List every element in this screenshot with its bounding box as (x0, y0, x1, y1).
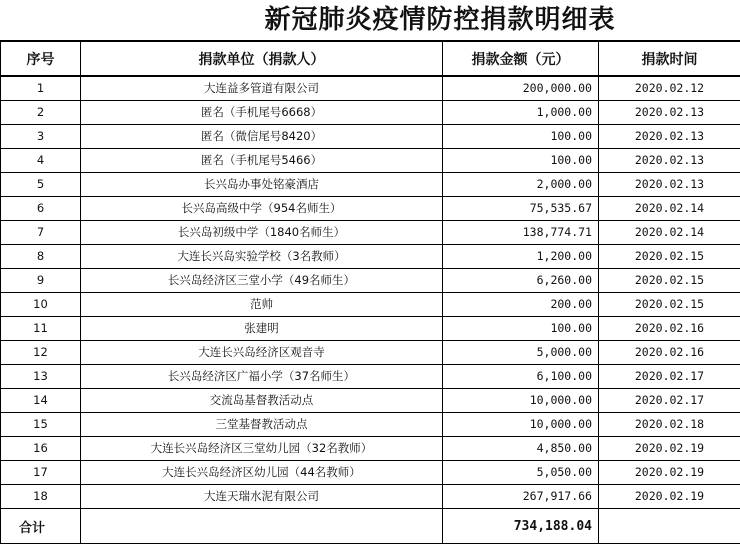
row-donor: 大连长兴岛经济区观音寺 (81, 341, 443, 365)
row-num: 5 (1, 173, 81, 197)
row-donor: 大连长兴岛经济区三堂幼儿园（32名教师） (81, 437, 443, 461)
row-date: 2020.02.15 (599, 269, 740, 293)
table-row (1, 149, 740, 173)
row-num: 9 (1, 269, 81, 293)
row-donor: 匿名（微信尾号8420） (81, 125, 443, 149)
row-amount: 2,000.00 (443, 173, 599, 197)
row-date: 2020.02.18 (599, 413, 740, 437)
row-donor: 大连长兴岛经济区幼儿园（44名教师） (81, 461, 443, 485)
table-row (1, 221, 740, 245)
table-row (1, 437, 740, 461)
row-date: 2020.02.19 (599, 461, 740, 485)
table-row (1, 413, 740, 437)
row-amount: 4,850.00 (443, 437, 599, 461)
row-donor: 交流岛基督教活动点 (81, 389, 443, 413)
row-num: 15 (1, 413, 81, 437)
row-date: 2020.02.12 (599, 76, 740, 101)
row-donor: 张建明 (81, 317, 443, 341)
row-donor: 匿名（手机尾号6668） (81, 101, 443, 125)
row-num: 6 (1, 197, 81, 221)
total-row (1, 509, 740, 544)
row-amount: 6,260.00 (443, 269, 599, 293)
table-row (1, 341, 740, 365)
row-num: 18 (1, 485, 81, 509)
row-amount: 138,774.71 (443, 221, 599, 245)
row-num: 12 (1, 341, 81, 365)
header-donor: 捐款单位（捐款人） (81, 41, 443, 76)
row-donor: 大连天瑞水泥有限公司 (81, 485, 443, 509)
row-amount: 1,200.00 (443, 245, 599, 269)
row-donor: 长兴岛经济区广福小学（37名师生） (81, 365, 443, 389)
row-amount: 100.00 (443, 317, 599, 341)
total-label: 合计 (1, 509, 81, 544)
row-num: 3 (1, 125, 81, 149)
row-amount: 200,000.00 (443, 76, 599, 101)
row-donor: 长兴岛办事处铭豪酒店 (81, 173, 443, 197)
table-header-row (1, 41, 740, 76)
table-row (1, 125, 740, 149)
row-donor: 范帅 (81, 293, 443, 317)
row-amount: 100.00 (443, 149, 599, 173)
row-num: 17 (1, 461, 81, 485)
row-date: 2020.02.15 (599, 293, 740, 317)
table-row (1, 293, 740, 317)
header-num: 序号 (1, 41, 81, 76)
table-row (1, 245, 740, 269)
row-amount: 5,000.00 (443, 341, 599, 365)
row-donor: 匿名（手机尾号5466） (81, 149, 443, 173)
row-date: 2020.02.19 (599, 485, 740, 509)
row-date: 2020.02.17 (599, 365, 740, 389)
table-row (1, 101, 740, 125)
row-date: 2020.02.19 (599, 437, 740, 461)
row-date: 2020.02.14 (599, 197, 740, 221)
row-num: 8 (1, 245, 81, 269)
table-row (1, 197, 740, 221)
total-donor-empty (81, 509, 443, 544)
row-donor: 长兴岛经济区三堂小学（49名师生） (81, 269, 443, 293)
row-date: 2020.02.13 (599, 173, 740, 197)
table-row (1, 76, 740, 101)
table-row (1, 269, 740, 293)
row-amount: 100.00 (443, 125, 599, 149)
row-amount: 1,000.00 (443, 101, 599, 125)
row-amount: 10,000.00 (443, 389, 599, 413)
donation-table (0, 40, 740, 544)
row-num: 14 (1, 389, 81, 413)
row-date: 2020.02.15 (599, 245, 740, 269)
row-amount: 75,535.67 (443, 197, 599, 221)
row-amount: 5,050.00 (443, 461, 599, 485)
row-amount: 200.00 (443, 293, 599, 317)
row-num: 10 (1, 293, 81, 317)
total-date-empty (599, 509, 740, 544)
row-date: 2020.02.16 (599, 317, 740, 341)
row-amount: 10,000.00 (443, 413, 599, 437)
table-row (1, 485, 740, 509)
row-date: 2020.02.13 (599, 101, 740, 125)
row-amount: 267,917.66 (443, 485, 599, 509)
header-amount: 捐款金额（元） (443, 41, 599, 76)
row-num: 1 (1, 76, 81, 101)
row-amount: 6,100.00 (443, 365, 599, 389)
row-donor: 长兴岛初级中学（1840名师生） (81, 221, 443, 245)
row-num: 4 (1, 149, 81, 173)
row-date: 2020.02.14 (599, 221, 740, 245)
row-num: 2 (1, 101, 81, 125)
table-row (1, 173, 740, 197)
row-num: 16 (1, 437, 81, 461)
page-title: 新冠肺炎疫情防控捐款明细表 (0, 0, 740, 40)
table-row (1, 461, 740, 485)
total-amount: 734,188.04 (443, 509, 599, 544)
row-donor: 大连长兴岛实验学校（3名教师） (81, 245, 443, 269)
table-row (1, 365, 740, 389)
row-date: 2020.02.13 (599, 149, 740, 173)
table-row (1, 317, 740, 341)
table-row (1, 389, 740, 413)
row-num: 13 (1, 365, 81, 389)
row-num: 11 (1, 317, 81, 341)
row-date: 2020.02.17 (599, 389, 740, 413)
row-date: 2020.02.16 (599, 341, 740, 365)
row-donor: 三堂基督教活动点 (81, 413, 443, 437)
row-date: 2020.02.13 (599, 125, 740, 149)
row-donor: 长兴岛高级中学（954名师生） (81, 197, 443, 221)
row-donor: 大连益多管道有限公司 (81, 76, 443, 101)
header-date: 捐款时间 (599, 41, 740, 76)
row-num: 7 (1, 221, 81, 245)
